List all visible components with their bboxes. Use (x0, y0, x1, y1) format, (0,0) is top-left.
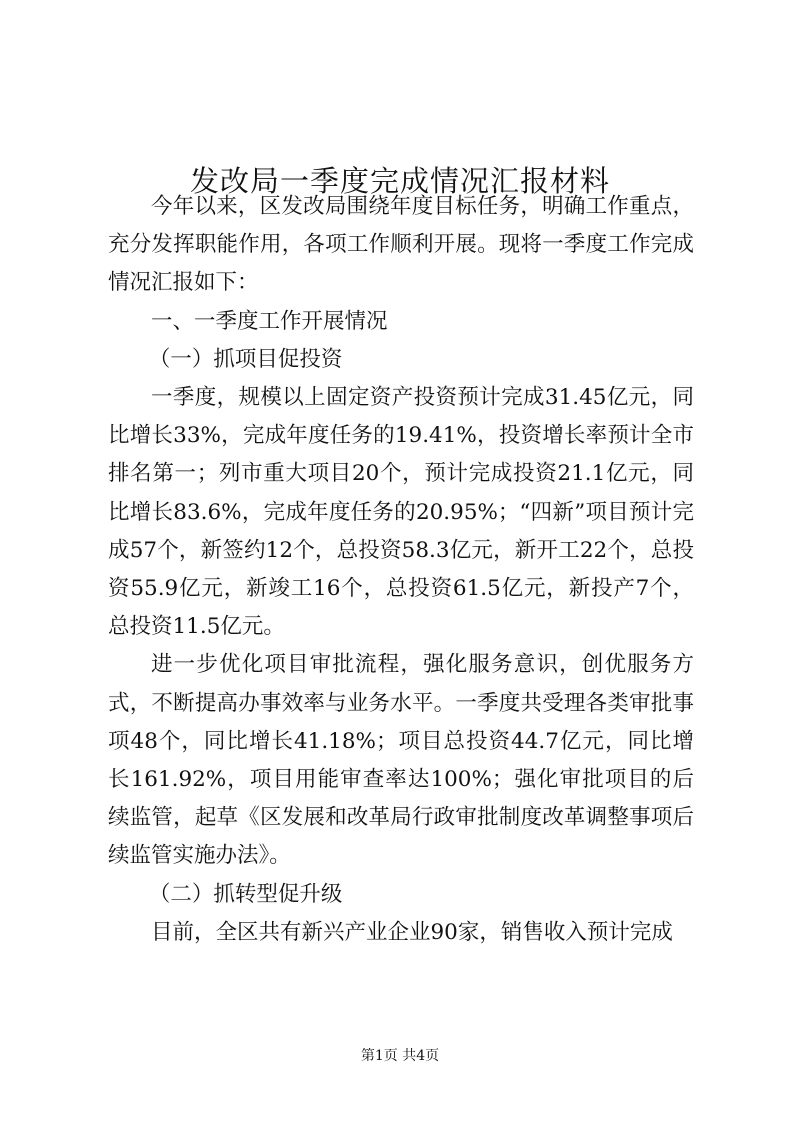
document-body (108, 188, 694, 952)
subsection-heading-2: （二）抓转型促升级 (148, 881, 343, 907)
approval-paragraph: 进一步优化项目审批流程，强化服务意识，创优服务方式，不断提高办事效率与业务水平。一季度共受理各类审批事项48个，同比增长41.18%；项目总投资44.7亿元，同比增长161.92%，项目用能审查率达100%；强化审批项目的后续监管，起草《区发展和改革局行政审批制度改革调整事项后续监管实施办法》。 (108, 652, 694, 869)
industry-paragraph: 目前，全区共有新兴产业企业90家，销售收入预计完成 (151, 919, 673, 945)
investment-paragraph: 一季度，规模以上固定资产投资预计完成31.45亿元，同比增长33%，完成年度任务的19.41%，投资增长率预计全市排名第一；列市重大项目20个，预计完成投资21.1亿元，同比增长83.6%，完成年度任务的20.95%；“四新”项目预计完成57个，新签约12个，总投资58.3亿元，新开工22个，总投资55.9亿元，新竣工16个，总投资61.5亿元，新投产7个，总投资11.5亿元。 (108, 385, 694, 640)
document-title: 发改局一季度完成情况汇报材料 (189, 164, 610, 199)
section-heading-1: 一、一季度工作开展情况 (151, 308, 388, 334)
intro-paragraph: 今年以来，区发改局围绕年度目标任务，明确工作重点，充分发挥职能作用，各项工作顺利开展。现将一季度工作完成情况汇报如下： (108, 194, 694, 296)
subsection-heading-1: （一）抓项目促投资 (148, 346, 343, 372)
page-footer: 第1页 共4页 (360, 1048, 440, 1064)
